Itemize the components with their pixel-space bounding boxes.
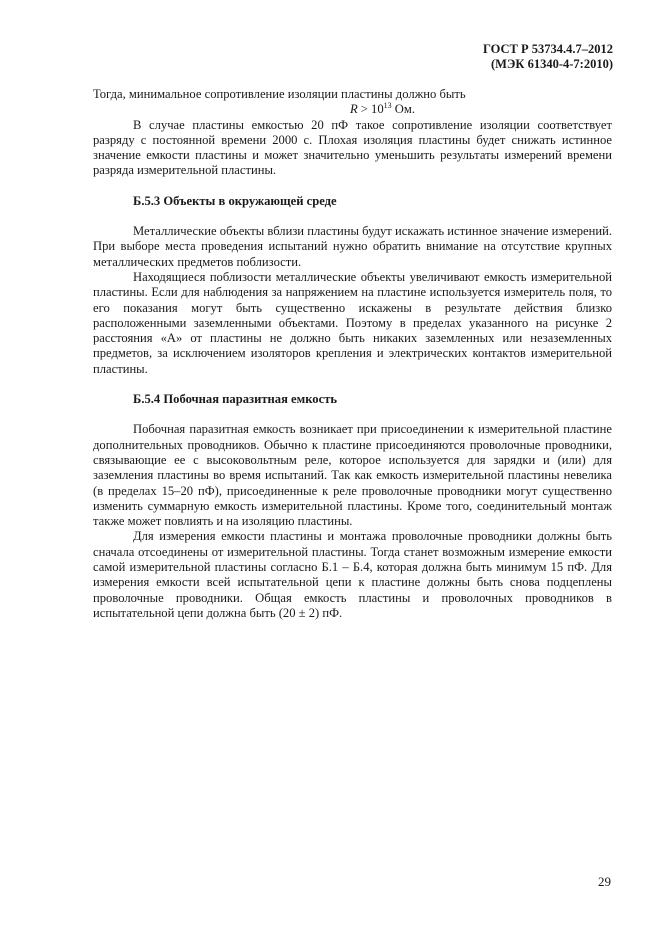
standard-number: ГОСТ Р 53734.4.7–2012	[482, 42, 613, 56]
paragraph: Находящиеся поблизости металлические объекты увеличивают емкость измерительной пластины. Если для наблюдения за напряжением на пластине используется измеритель поля, то его показания могут быть существенно искажены в результате действия близко расположенными заземленными объектами. Поэтому в пределах указанного на рисунке 2 расстояния «А» от пластины не должно быть никаких заземленных или незаземленных предметов, за исключением изоляторов крепления и электрических контактов измерительной пластины.	[93, 269, 612, 376]
resistance-formula	[93, 102, 612, 117]
paragraph: В случае пластины емкостью 20 пФ такое сопротивление изоляции соответствует разряду с постоянной времени 2000 с. Плохая изоляция пластины будет снижать истинное значение емкости пластины и может значительно уменьшить результаты измерений времени разряда измерительной пластины.	[93, 117, 612, 178]
section-heading-b53: Б.5.3 Объекты в окружающей среде	[133, 193, 337, 208]
section-heading-b54: Б.5.4 Побочная паразитная емкость	[133, 392, 338, 407]
standard-equivalent: (МЭК 61340-4-7:2010)	[490, 57, 613, 71]
formula-operator: > 10	[357, 102, 384, 117]
document-header	[483, 42, 613, 72]
intro-text: Тогда, минимальное сопротивление изоляции пластины должно быть	[93, 87, 466, 101]
paragraph: Побочная паразитная емкость возникает при присоединении к измерительной пластине дополнительных проводников. Обычно к пластине присоединяются проволочные проводники, связывающие ее с высоковольтным реле, которое используется для зарядки и (или) для заземления пластины во время испытаний. Так как емкость измерительной пластины невелика (в пределах 15–20 пФ), присоединенные к реле проволочные проводники могут существенно изменить суммарную емкость измерительной пластины. Кроме того, соединительный монтаж также может повлиять и на изоляцию пластины.	[93, 422, 612, 529]
document-body	[93, 87, 612, 621]
paragraph: Для измерения емкости пластины и монтажа проволочные проводники должны быть сначала отсоединены от измерительной пластины. Тогда станет возможным измерение емкости самой измерительной пластины согласно Б.1 – Б.4, которая должна быть минимум 15 пФ. Для измерения емкости всей испытательной цепи к пластине должны быть снова подцеплены проволочные проводники. Общая емкость пластины и проволочных проводников в испытательной цепи должна быть (20 ± 2) пФ.	[93, 529, 612, 620]
formula-unit: Ом.	[391, 102, 416, 117]
formula-exponent: 13	[383, 101, 392, 111]
formula-variable: R	[349, 102, 358, 117]
page-number: 29	[598, 874, 611, 889]
paragraph: Металлические объекты вблизи пластины будут искажать истинное значение измерений. При выборе места проведения испытаний нужно обратить внимание на отсутствие крупных металлических предметов поблизости.	[93, 224, 612, 269]
